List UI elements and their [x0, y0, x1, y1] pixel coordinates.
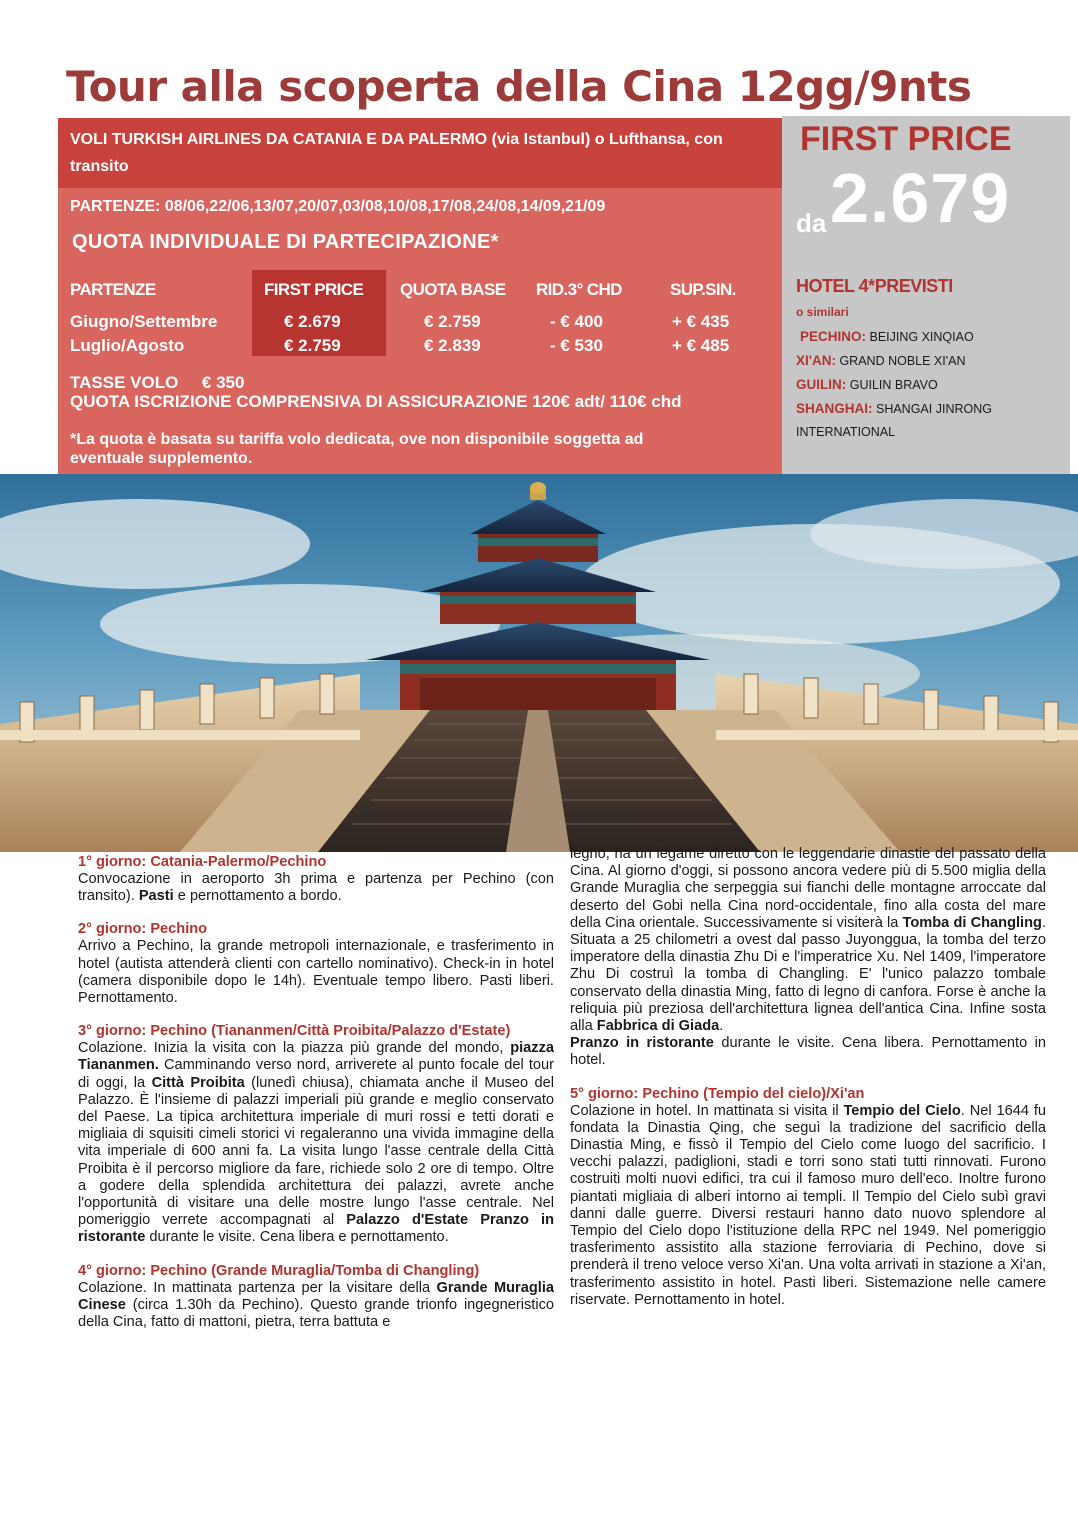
text-span: .	[719, 1018, 724, 1035]
text-span: (lunedì chiusa), chiamata anche il Museo del Palazzo. È l'insieme di palazzi imperiali più grande e meglio conservato del Paese. La tipica architettura imperiale di muri rossi e tetti dorati e migliaia di squisiti cimeli storici vi regaleranno una vivida immagine della vita imperiale di 600 anni fa. La visita lungo l'asse centrale della Città Proibita è il percorso migliore da fare, richiede solo 2 ore di tempo. Oltre a godere della splendida architettura dei palazzi, avrete anche l'opportunità di visitare una delle mostre lungo l'asse centrale. Nel pomeriggio verrete accompagnati al	[78, 1074, 554, 1229]
hotel-item	[800, 329, 974, 344]
text-bold: Palazzo d'Estate	[346, 1212, 469, 1229]
text-bold: Tomba di Changling	[902, 914, 1042, 931]
table-header: FIRST PRICE	[264, 280, 364, 299]
table-cell: + € 485	[672, 336, 730, 355]
text-bold: Tempio del Cielo	[843, 1102, 961, 1119]
table-cell: + € 435	[672, 312, 730, 331]
hotel-name: SHANGAI JINRONG	[875, 402, 992, 416]
day-title: 5° giorno: Pechino (Tempio del cielo)/Xi'an	[570, 1085, 865, 1102]
day-1	[78, 854, 554, 905]
temple-of-heaven-photo	[0, 474, 1078, 852]
text-span: (circa 1.30h da Pechino). Questo grande trionfo ingegneristico della Cina, fatto di mattoni, pietra, terra battuta e	[78, 1296, 554, 1331]
text-span: Colazione in hotel. In mattinata si visita il	[570, 1102, 844, 1119]
table-cell: € 2.759	[424, 312, 481, 331]
footnote: *La quota è basata su tariffa volo dedicata, ove non disponibile soggetta ad eventuale supplemento.	[70, 431, 644, 467]
text-span: legno, ha un legame diretto con le leggendarie dinastie del passato della Cina. Al giorno d'oggi, si possono ancora vedere più di 5.500 miglia della Grande Muraglia che serpeggia sui fianchi delle montagne arroccate dal deserto del Gobi nella Cina nord-occidentale, fino alla costa del mare della Cina orientale. Successivamente si visiterà la	[570, 846, 1046, 931]
text-span: durante le visite. Cena libera. Pernottamento in hotel.	[570, 1035, 1047, 1069]
table-header: PARTENZE	[70, 280, 156, 299]
hotel-item	[796, 353, 965, 368]
table-cell: - € 400	[550, 312, 603, 331]
hotel-name-continuation: INTERNATIONAL	[796, 425, 896, 439]
day-text	[78, 1280, 554, 1332]
table-header: RID.3° CHD	[536, 280, 622, 299]
table-header: SUP.SIN.	[670, 280, 736, 299]
itinerary-right-column	[570, 846, 1046, 1309]
flights-info: VOLI TURKISH AIRLINES DA CATANIA E DA PALERMO (via Istanbul) o Lufthansa, con transito	[70, 131, 723, 175]
day-title: 4° giorno: Pechino (Grande Muraglia/Tomba di Changling)	[78, 1262, 480, 1279]
hotels-subtitle: o similari	[796, 305, 849, 319]
text-span: Camminando verso nord, arriverete al punto focale del tour di oggi, la	[78, 1057, 554, 1091]
hotel-name: GUILIN BRAVO	[849, 378, 938, 392]
flight-band	[58, 118, 782, 188]
price-panel	[58, 118, 782, 474]
text-span: Convocazione in aeroporto 3h prima e partenza per Pechino (con transito).	[78, 871, 554, 905]
table-header: QUOTA BASE	[400, 280, 506, 299]
day-text	[78, 871, 554, 905]
day-title: 2° giorno: Pechino	[78, 921, 208, 938]
hotel-city: SHANGHAI:	[796, 401, 873, 416]
hotel-item	[796, 377, 938, 392]
day-text	[78, 1040, 554, 1246]
text-bold: Città Proibita	[151, 1074, 245, 1091]
text-bold: Grande Muraglia Cinese	[78, 1279, 554, 1313]
table-cell: Giugno/Settembre	[70, 312, 218, 331]
day-text: Arrivo a Pechino, la grande metropoli internazionale, e trasferimento in hotel (autista attenderà clienti con cartello nominativo). Check-in in hotel (camera disponibile dopo le 14h). Eventuale tempo libero. Pasti liberi. Pernottamento.	[78, 938, 554, 1007]
table-cell: € 2.839	[424, 336, 481, 355]
day-text	[570, 846, 1046, 1070]
first-price-label: FIRST PRICE	[800, 120, 1012, 158]
text-span: Colazione. Inizia la visita con la piazza più grande del mondo,	[78, 1040, 511, 1057]
hotel-city: XI'AN:	[796, 353, 836, 368]
text-bold: Fabbrica di Giada	[596, 1018, 720, 1035]
day-4	[78, 1263, 554, 1332]
table-cell: - € 530	[550, 336, 603, 355]
text-span: . Nel 1644 fu fondata la Dinastia Qing, che seguì la tradizione del sacrificio della Dinastia Ming, e fissò il Tempio del Cielo come luogo del sacrificio. I vecchi palazzi, padiglioni, stadi e torri sono stati tutti rinnovati. Furono costruiti molti nuovi edifici, tra cui il famoso muro dell'eco. Inoltre furono piantati migliaia di alberi intorno ai templi. Il Tempio del Cielo subì gravi danni dalle guerre. Diversi restauri hanno dato nuovo splendore al Tempio del Cielo dopo l'istituzione della RPC nel 1949. Nel pomeriggio trasferimento assistito alla stazione ferroviaria di Pechino, dove si prenderà il treno veloce verso Xi'an. Una volta arrivati in stazione a Xi'an, trasferimento assistito in hotel. Pasti liberi. Sistemazione nelle camere riservate. Pernottamento in hotel.	[570, 1102, 1046, 1308]
hotel-item	[796, 401, 992, 416]
day-5	[570, 1086, 1046, 1309]
page-title: Tour alla scoperta della Cina 12gg/9nts	[66, 62, 972, 111]
price-prefix: da	[796, 208, 827, 238]
text-span: . Situata a 25 chilometri a ovest dal passo Juyonggua, la tomba del terzo imperatore della dinastia Zhu Di e l'imperatrice Xu. Nel 1409, l'imperatore Zhu Di costruì la tomba di Changling. E' l'unico palazzo tombale conservato della dinastia Ming, fatto di legno di canfora. Forse è anche la reliquia più preziosa dell'architettura lignea dell'antica Cina. Infine sosta alla	[570, 914, 1046, 1035]
text-span: e pernottamento a bordo.	[173, 888, 342, 905]
text-bold: piazza Tiananmen.	[78, 1040, 554, 1074]
hotel-city: PECHINO:	[800, 329, 867, 344]
flight-taxes: TASSE VOLO € 350	[70, 373, 245, 392]
itinerary-left-column	[78, 850, 554, 1331]
day-title: 3° giorno: Pechino (Tiananmen/Città Proibita/Palazzo d'Estate)	[78, 1023, 511, 1040]
first-price-amount: 2.679	[830, 159, 1011, 237]
hotel-name: BEIJING XINQIAO	[869, 330, 974, 344]
text-bold: Pasti	[138, 888, 174, 905]
text-span: durante le visite. Cena libera e pernottamento.	[145, 1229, 449, 1246]
departure-dates: PARTENZE: 08/06,22/06,13/07,20/07,03/08,10/08,17/08,24/08,14/09,21/09	[70, 198, 606, 215]
hotel-name: GRAND NOBLE XI'AN	[839, 354, 966, 368]
first-price-panel	[782, 116, 1070, 474]
quota-title: QUOTA INDIVIDUALE DI PARTECIPAZIONE*	[72, 231, 499, 253]
day-3	[78, 1023, 554, 1246]
text-span: Colazione. In mattinata partenza per la visitare della	[78, 1279, 437, 1296]
day-title: 1° giorno: Catania-Palermo/Pechino	[78, 854, 327, 870]
price-table	[58, 270, 782, 360]
day-text	[570, 1103, 1046, 1309]
hotels-title: HOTEL 4*PREVISTI	[796, 276, 953, 296]
table-cell: € 2.759	[284, 336, 341, 355]
registration-fee: QUOTA ISCRIZIONE COMPRENSIVA DI ASSICURAZIONE 120€ adt/ 110€ chd	[70, 392, 682, 411]
text-bold: Pranzo in ristorante	[570, 1035, 714, 1052]
day-4-continued	[570, 846, 1046, 1070]
day-2	[78, 921, 554, 1007]
text-bold: Pranzo in ristorante	[78, 1212, 555, 1246]
table-cell: Luglio/Agosto	[70, 336, 185, 355]
hotel-city: GUILIN:	[796, 377, 847, 392]
table-cell: € 2.679	[284, 312, 341, 331]
